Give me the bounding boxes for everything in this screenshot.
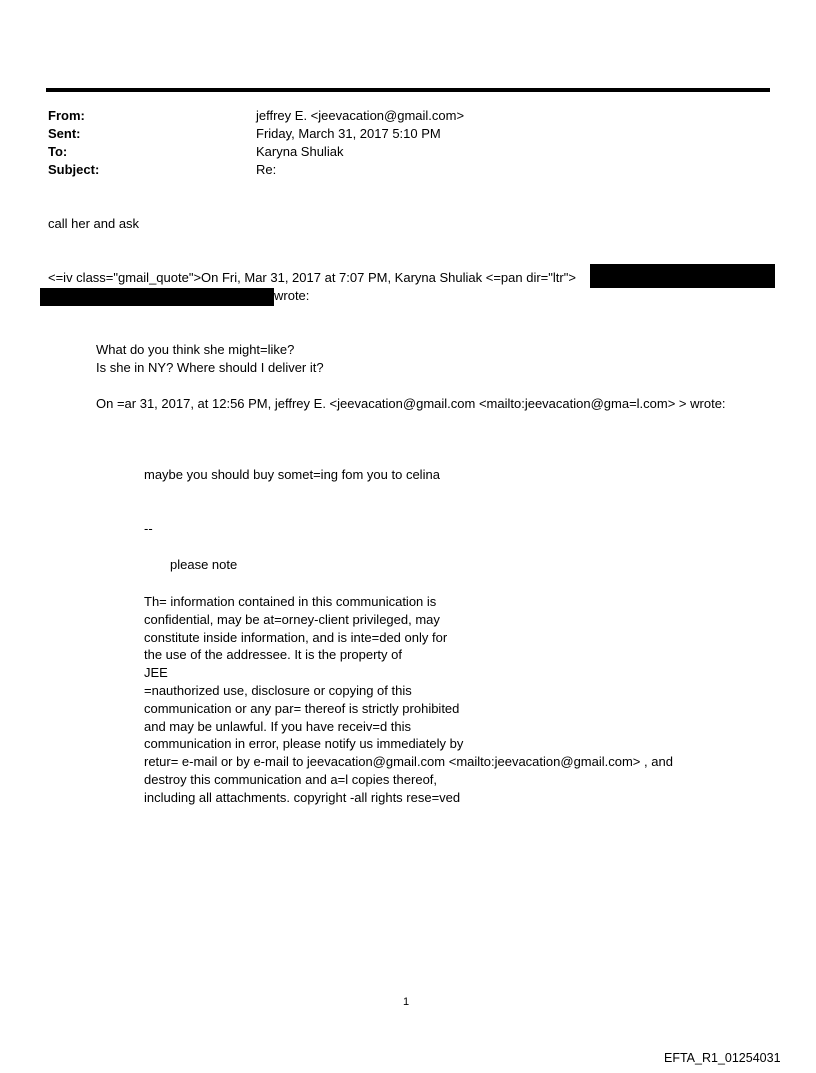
sent-label: Sent: — [48, 126, 81, 141]
page-number: 1 — [403, 996, 410, 1008]
from-label: From: — [48, 108, 85, 123]
from-value: jeffrey E. <jeevacation@gmail.com> — [256, 108, 465, 123]
sent-value: Friday, March 31, 2017 5:10 PM — [256, 126, 441, 141]
to-value: Karyna Shuliak — [256, 144, 344, 159]
redaction-bar — [40, 288, 274, 306]
header-rule — [46, 88, 770, 92]
quoted-line-2: Is she in NY? Where should I deliver it? — [96, 360, 324, 375]
disclaimer-line: including all attachments. copyright -all rights rese=ved — [144, 789, 461, 805]
disclaimer-line: constitute inside information, and is inte=ded only for — [144, 629, 448, 645]
subject-label: Subject: — [48, 162, 100, 177]
disclaimer-line: destroy this communication and a=l copies thereof, — [144, 771, 438, 787]
disclaimer-line: communication or any par= thereof is strictly prohibited — [144, 700, 460, 716]
quote-intro-line2: wrote: — [274, 288, 310, 303]
to-label: To: — [48, 144, 68, 159]
quote-intro-line1: <=iv class="gmail_quote">On Fri, Mar 31, 2017 at 7:07 PM, Karyna Shuliak <=pan dir="ltr"> — [48, 270, 576, 285]
reply-text: call her and ask — [48, 216, 140, 231]
quoted-attribution: On =ar 31, 2017, at 12:56 PM, jeffrey E. <jeevacation@gmail.com <mailto:jeevacation@gma=l.com> > wrote: — [96, 396, 726, 411]
disclaimer-line: JEE — [144, 665, 168, 681]
disclaimer-line: Th= information contained in this communication is — [144, 594, 437, 609]
signature-separator: -- — [144, 521, 153, 536]
subject-value: Re: — [256, 162, 277, 177]
disclaimer-line: retur= e-mail or by e-mail to jeevacation@gmail.com <mailto:jeevacation@gmail.com> , and — [144, 754, 673, 770]
disclaimer-block — [144, 593, 673, 807]
disclaimer-line: confidential, may be at=orney-client privileged, may — [144, 611, 440, 627]
document-id: EFTA_R1_01254031 — [664, 1051, 781, 1065]
please-note: please note — [170, 557, 238, 572]
inner-message: maybe you should buy somet=ing fom you to celina — [144, 467, 440, 482]
disclaimer-line: =nauthorized use, disclosure or copying of this — [144, 682, 412, 698]
redaction-bar — [590, 264, 775, 288]
disclaimer-line: and may be unlawful. If you have receiv=d this — [144, 718, 412, 734]
disclaimer-line: the use of the addressee. It is the property of — [144, 647, 402, 663]
disclaimer-line: communication in error, please notify us immediately by — [144, 736, 464, 752]
quoted-line-1: What do you think she might=like? — [96, 342, 295, 357]
